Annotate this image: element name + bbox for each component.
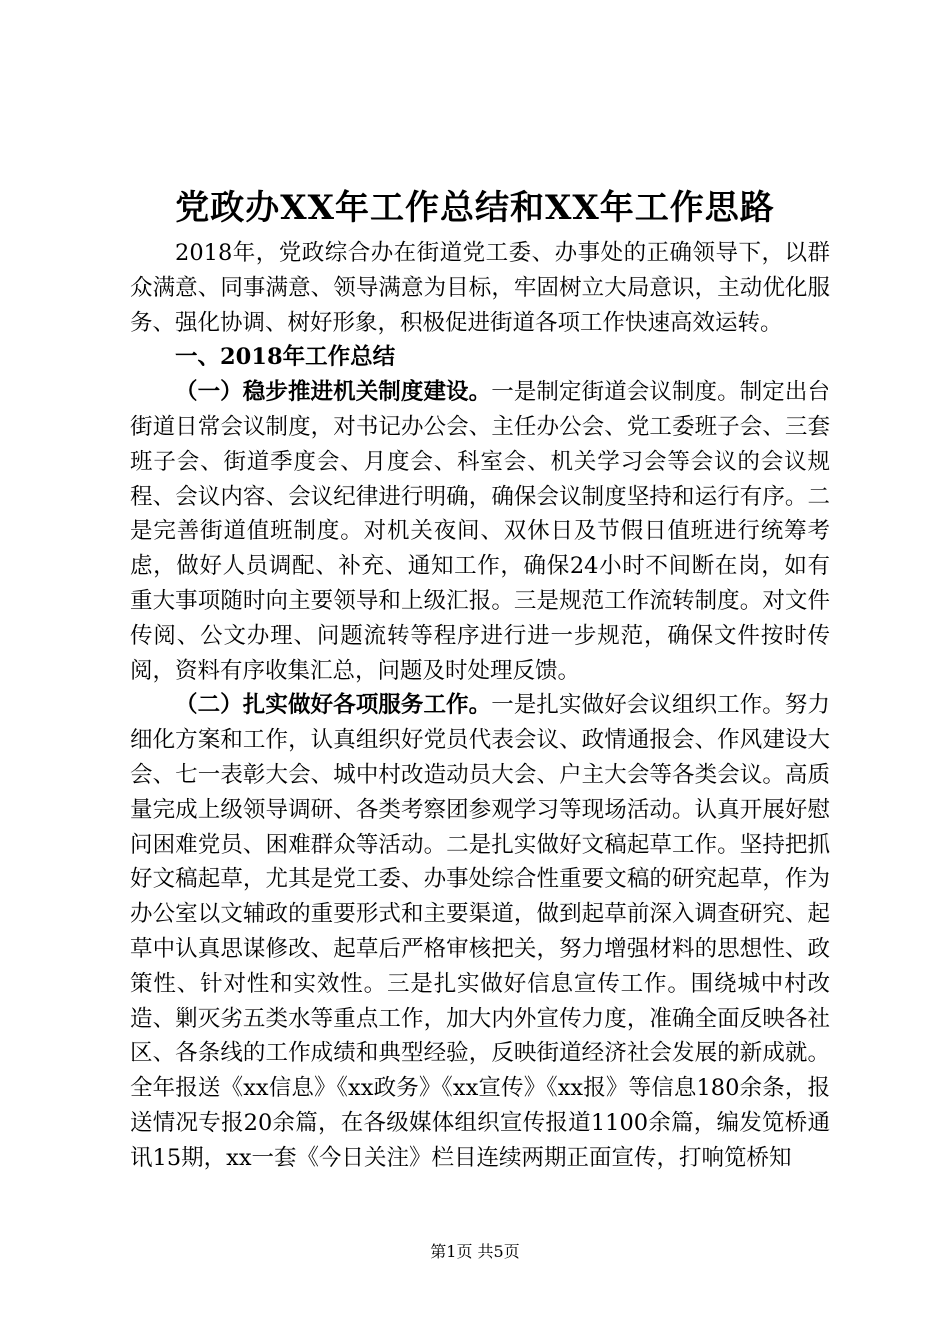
- subsection-1-title: （一）稳步推进机关制度建设。: [175, 379, 492, 406]
- subsection-2-text: 一是扎实做好会议组织工作。努力细化方案和工作，认真组织好党员代表会议、政情通报会、作风建设大会、七一表彰大会、城中村改造动员大会、户主大会等各类会议。高质量完成上级领导调研、各类考察团参观学习等现场活动。认真开展好慰问困难党员、困难群众等活动。二是扎实做好文稿起草工作。坚持把抓好文稿起草，尤其是党工委、办事处综合性重要文稿的研究起草，作为办公室以文辅政的重要形式和主要渠道，做到起草前深入调查研究、起草中认真思谋修改、起草后严格审核把关，努力增强材料的思想性、政策性、针对性和实效性。三是扎实做好信息宣传工作。围绕城中村改造、剿灭劣五类水等重点工作，加大内外宣传力度，准确全面反映各社区、各条线的工作成绩和典型经验，反映街道经济社会发展的新成就。全年报送《xx信息》《xx政务》《xx宣传》《xx报》等信息180余条，报送情况专报20余篇，在各级媒体组织宣传报道1100余篇，编发笕桥通讯15期，xx一套《今日关注》栏目连续两期正面宣传，打响笕桥知: [130, 692, 830, 1171]
- page-footer: 第1页 共5页: [430, 1242, 520, 1261]
- document-title: 党政办XX年工作总结和XX年工作思路: [175, 188, 775, 228]
- subsection-2-paragraph: [130, 688, 830, 1175]
- intro-paragraph: 2018年，党政综合办在街道党工委、办事处的正确领导下，以群众满意、同事满意、领导满意为目标，牢固树立大局意识，主动优化服务、强化协调、树好形象，积极促进街道各项工作快速高效运转。: [130, 240, 830, 336]
- subsection-2-title: （二）扎实做好各项服务工作。: [175, 692, 492, 719]
- subsection-1-paragraph: [130, 375, 830, 688]
- section-heading: 一、2018年工作总结: [175, 344, 396, 371]
- subsection-1-text: 一是制定街道会议制度。制定出台街道日常会议制度，对书记办公会、主任办公会、党工委班子会、三套班子会、街道季度会、月度会、科室会、机关学习会等会议的会议规程、会议内容、会议纪律进行明确，确保会议制度坚持和运行有序。二是完善街道值班制度。对机关夜间、双休日及节假日值班进行统筹考虑，做好人员调配、补充、通知工作，确保24小时不间断在岗，如有重大事项随时向主要领导和上级汇报。三是规范工作流转制度。对文件传阅、公文办理、问题流转等程序进行进一步规范，确保文件按时传阅，资料有序收集汇总，问题及时处理反馈。: [130, 379, 830, 684]
- document-body: [130, 236, 830, 1176]
